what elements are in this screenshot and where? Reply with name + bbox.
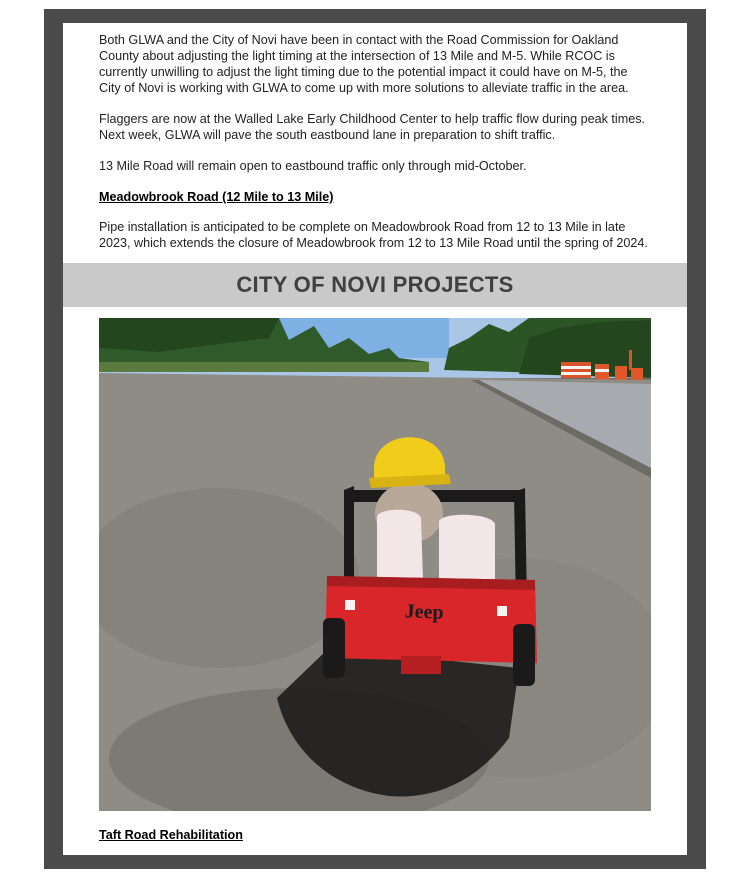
paragraph-meadowbrook: Pipe installation is anticipated to be complete on Meadowbrook Road from 12 to 13 Mile in late 2023, which extends the closure of Meadowbrook from 12 to 13 Mile Road until the spring of 2024. [99, 220, 648, 250]
paragraph-light-timing: Both GLWA and the City of Novi have been in contact with the Road Commission for Oakland County about adjusting the light timing at the intersection of 13 Mile and M-5. While RCOC is currently unwilling to adjust the light timing due to the potential impact it could have on M-5, the City of Novi is working with GLWA to come up with more solutions to alleviate traffic in the area. [99, 33, 629, 95]
grass-left [99, 362, 429, 372]
paragraph-13-mile-open: 13 Mile Road will remain open to eastbound traffic only through mid-October. [99, 159, 527, 173]
photo-illustration [99, 318, 651, 811]
article-content [99, 32, 651, 266]
banner-title: CITY OF NOVI PROJECTS [236, 272, 514, 297]
page-frame [44, 9, 706, 869]
newsletter-page [63, 23, 687, 855]
seat-left [377, 510, 423, 580]
taft-road-heading: Taft Road Rehabilitation [99, 828, 243, 842]
project-photo [99, 318, 651, 811]
paragraph-flaggers: Flaggers are now at the Walled Lake Early Childhood Center to help traffic flow during peak times. Next week, GLWA will pave the south eastbound lane in preparation to shift traffic. [99, 112, 646, 142]
seat-right [439, 515, 495, 584]
section-banner [63, 263, 687, 307]
meadowbrook-heading: Meadowbrook Road (12 Mile to 13 Mile) [99, 190, 334, 204]
jeep-logo-text: Jeep [404, 600, 445, 624]
